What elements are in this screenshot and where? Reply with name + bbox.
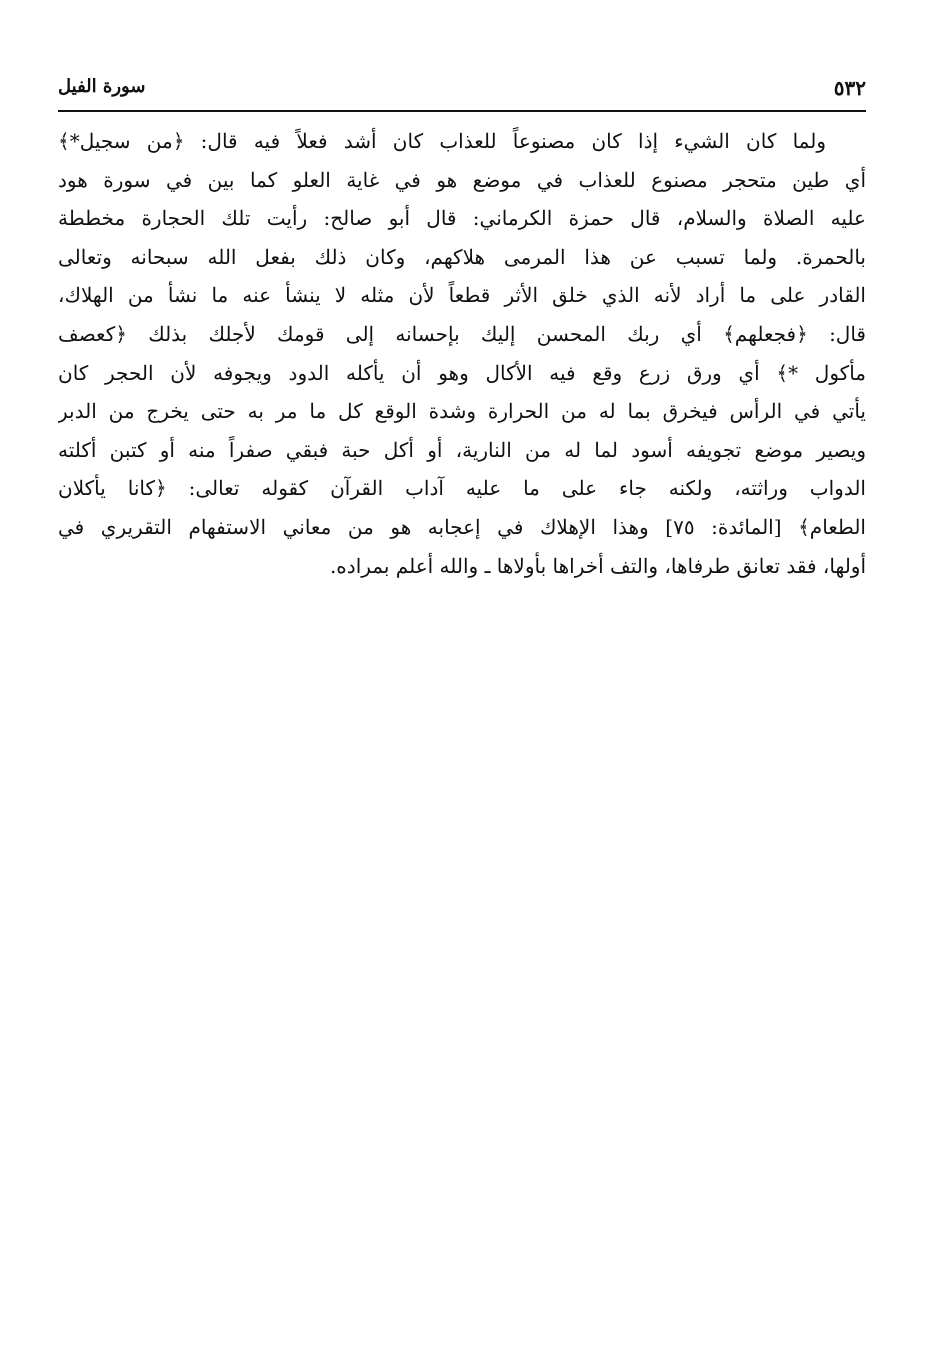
text-line: قال: ﴿فجعلهم﴾ أي ربك المحسن إليك بإحسانه إلى قومك لأجلك بذلك ﴿كعصف (58, 321, 866, 346)
running-title: سورة الفيل (58, 76, 146, 97)
text-line: مأكول *﴾ أي ورق زرع وقع فيه الأكال وهو أن يأكله الدود ويجوفه لأن الحجر كان (58, 360, 866, 385)
text-line: ولما كان الشيء إذا كان مصنوعاً للعذاب كان أشد فعلاً فيه قال: ﴿من سجيل*﴾ (58, 129, 826, 153)
text-line: أي طين متحجر مصنوع للعذاب في موضع هو في غاية العلو كما بين في سورة هود (58, 167, 866, 192)
text-line: القادر على ما أراد لأنه الذي خلق الأثر قطعاً لأن مثله لا ينشأ عنه ما نشأ من الهلاك، (58, 283, 866, 308)
text-line: الدواب وراثته، ولكنه جاء على ما عليه آداب القرآن كقوله تعالى: ﴿كانا يأكلان (58, 476, 866, 501)
text-line: عليه الصلاة والسلام، قال حمزة الكرماني: قال أبو صالح: رأيت تلك الحجارة مخططة (58, 206, 866, 231)
page-header (58, 76, 866, 106)
header-divider (58, 110, 866, 112)
text-line: يأتي في الرأس فيخرق بما له من الحرارة وشدة الوقع كل ما مر به حتى يخرج من الدبر (58, 399, 866, 424)
text-line: ويصير موضع تجويفه أسود لما له من النارية، أو أكل حبة فبقي صفراً منه أو كتبن أكلته (58, 437, 866, 462)
text-line: الطعام﴾ [المائدة: ٧٥] وهذا الإهلاك في إعجابه هو من معاني الاستفهام التقريري في (58, 514, 866, 539)
text-line: بالحمرة. ولما تسبب عن هذا المرمى هلاكهم، وكان ذلك بفعل الله سبحانه وتعالى (58, 244, 866, 269)
body-paragraph (58, 122, 866, 585)
page-number: ٥٣٢ (833, 76, 866, 100)
text-line: أولها، فقد تعانق طرفاها، والتف أخراها بأولاها ـ والله أعلم بمراده. (329, 553, 866, 578)
